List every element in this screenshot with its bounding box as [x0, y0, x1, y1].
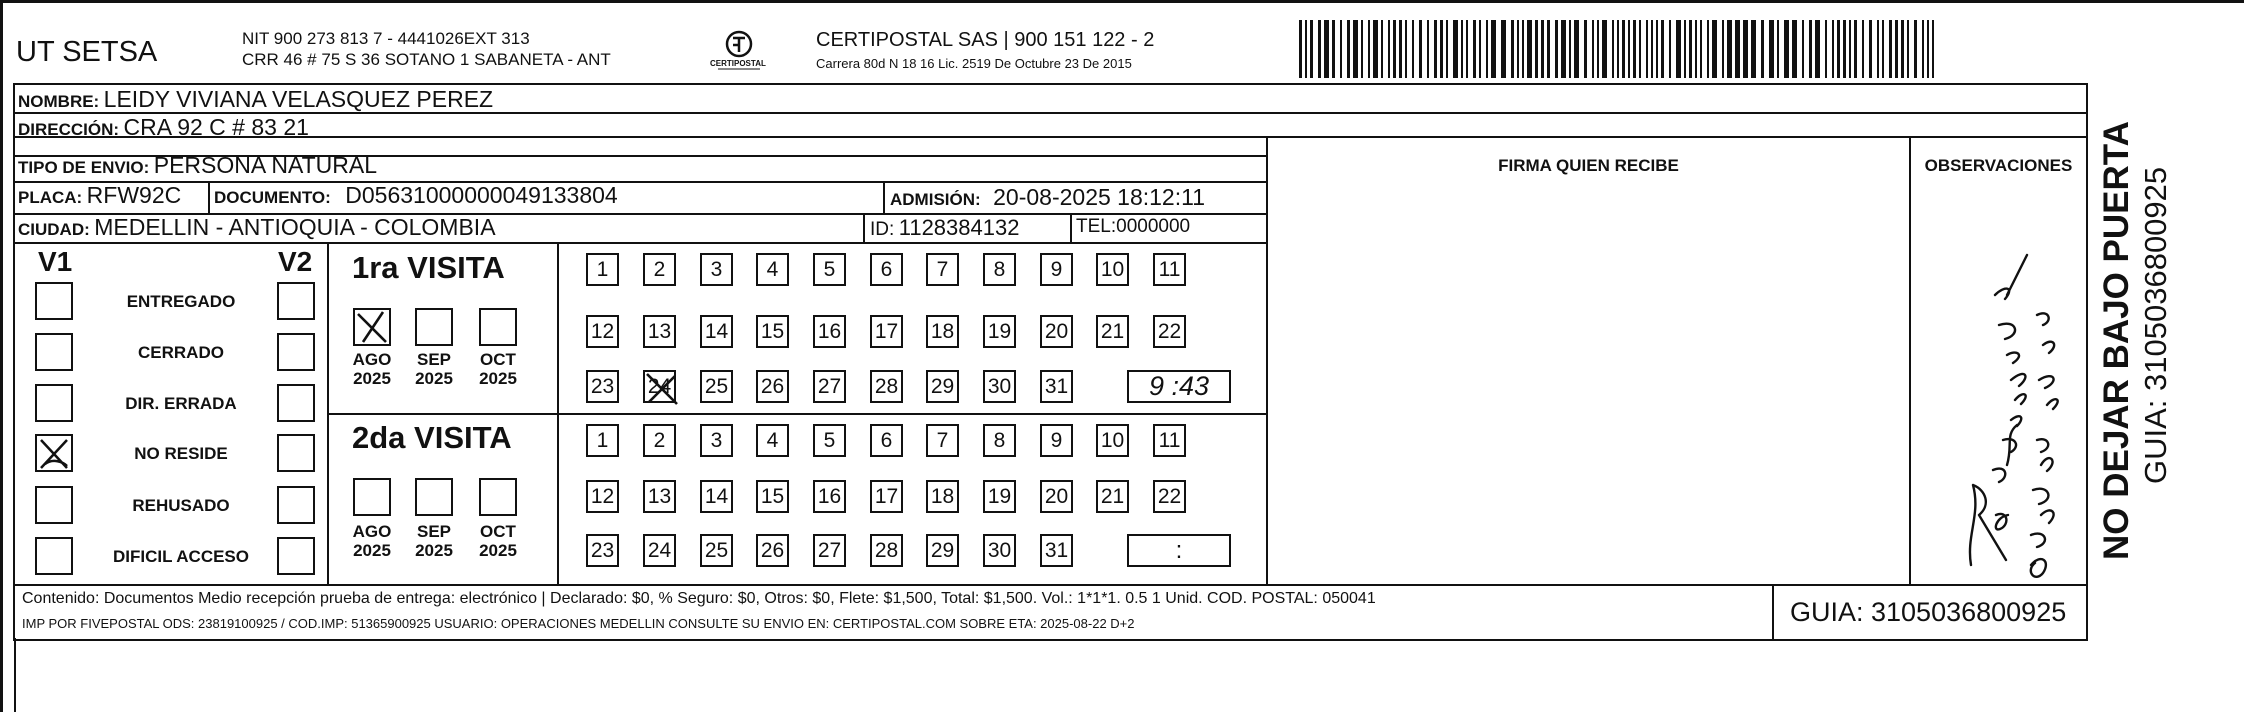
footer-content-line: Contenido: Documentos Medio recepción prueba de entrega: electrónico | Declarado: $0, % Seguro: $0, Otros: $0, Flete: $1,500, Total: $1,500. Vol.: 1*1*1. 0.5 1 Unid. COD. POSTAL: 050041 — [22, 590, 1376, 607]
day-number: 8 — [993, 428, 1006, 452]
v1-checkbox[interactable] — [35, 537, 73, 575]
day-box[interactable] — [1153, 253, 1186, 286]
day-number: 22 — [1157, 319, 1182, 343]
day-number: 26 — [760, 374, 785, 398]
documento-value: D05631000000049133804 — [345, 182, 618, 208]
day-number: 27 — [817, 538, 842, 562]
day-box[interactable] — [926, 253, 959, 286]
nit-line-1: NIT 900 273 813 7 - 4441026EXT 313 — [242, 29, 530, 48]
day-box[interactable] — [586, 370, 619, 403]
day-box[interactable] — [643, 534, 676, 567]
month-label: OCT 2025 — [479, 522, 517, 560]
ciudad-value: MEDELLIN - ANTIOQUIA - COLOMBIA — [94, 214, 496, 240]
tel-value: 0000000 — [1116, 216, 1191, 237]
admision-row — [890, 184, 1205, 211]
no-dejar-bajo-puerta: NO DEJAR BAJO PUERTA — [2097, 121, 2136, 560]
day-box[interactable] — [643, 480, 676, 513]
certipostal-line-2: Carrera 80d N 18 16 Lic. 2519 De Octubre 23 De 2015 — [816, 56, 1132, 71]
day-number: 21 — [1100, 484, 1125, 508]
day-number: 19 — [987, 319, 1012, 343]
day-number: 13 — [647, 484, 672, 508]
day-box[interactable] — [700, 315, 733, 348]
day-number: 29 — [930, 538, 955, 562]
day-box[interactable] — [983, 315, 1016, 348]
ciudad-row — [18, 214, 496, 241]
day-box[interactable] — [756, 370, 789, 403]
day-box[interactable] — [756, 424, 789, 457]
day-number: 2 — [653, 257, 666, 281]
day-box[interactable] — [643, 253, 676, 286]
day-number: 24 — [647, 538, 672, 562]
day-number: 18 — [930, 319, 955, 343]
day-box[interactable] — [870, 424, 903, 457]
day-number: 23 — [590, 538, 615, 562]
day-box[interactable] — [813, 424, 846, 457]
day-box[interactable] — [870, 480, 903, 513]
day-box[interactable] — [586, 315, 619, 348]
day-number: 17 — [874, 319, 899, 343]
day-number: 6 — [880, 257, 893, 281]
day-box[interactable] — [813, 480, 846, 513]
first-visit-time[interactable] — [1127, 370, 1231, 403]
day-number: 4 — [766, 257, 779, 281]
day-number: 1 — [596, 257, 609, 281]
month-checkbox-oct[interactable] — [479, 478, 517, 516]
day-box[interactable] — [813, 253, 846, 286]
day-box[interactable] — [700, 370, 733, 403]
day-number: 6 — [880, 428, 893, 452]
day-number: 12 — [590, 484, 615, 508]
day-box[interactable] — [1040, 315, 1073, 348]
day-number: 16 — [817, 484, 842, 508]
day-number: 27 — [817, 374, 842, 398]
certipostal-line-1: CERTIPOSTAL SAS | 900 151 122 - 2 — [816, 29, 1155, 51]
month-checkbox-oct[interactable] — [479, 308, 517, 346]
day-number: 11 — [1158, 257, 1181, 281]
id-label: ID: — [870, 219, 895, 240]
day-number: 9 — [1050, 257, 1063, 281]
day-number: 23 — [590, 374, 615, 398]
day-box[interactable] — [813, 315, 846, 348]
v2-checkbox[interactable] — [277, 486, 315, 524]
day-box[interactable] — [1153, 480, 1186, 513]
day-box[interactable] — [756, 253, 789, 286]
day-number: 31 — [1044, 374, 1069, 398]
tipo-label: TIPO DE ENVIO: — [18, 158, 150, 177]
day-box[interactable] — [926, 315, 959, 348]
day-box[interactable] — [586, 424, 619, 457]
day-box[interactable] — [926, 534, 959, 567]
day-number: 17 — [874, 484, 899, 508]
x-mark-icon — [35, 434, 73, 472]
time-value: : — [1175, 536, 1183, 564]
observaciones-handwriting — [1911, 215, 2086, 583]
month-label: SEP 2025 — [415, 350, 453, 388]
footer-guia: GUIA: 3105036800925 — [1790, 597, 2067, 627]
company-name: UT SETSA — [16, 36, 158, 68]
day-number: 16 — [817, 319, 842, 343]
x-mark-icon — [643, 370, 681, 408]
second-visit-time[interactable] — [1127, 534, 1231, 567]
firma-header: FIRMA QUIEN RECIBE — [1498, 156, 1679, 175]
day-number: 14 — [704, 484, 729, 508]
v1-checkbox[interactable] — [35, 384, 73, 422]
v1-checkbox[interactable] — [35, 282, 73, 320]
v2-checkbox[interactable] — [277, 434, 315, 472]
day-number: 2 — [653, 428, 666, 452]
day-box[interactable] — [926, 370, 959, 403]
status-label: REHUSADO — [132, 496, 230, 515]
day-box[interactable] — [926, 424, 959, 457]
tipo-value: PERSONA NATURAL — [153, 152, 377, 178]
day-number: 10 — [1100, 257, 1125, 281]
day-number: 4 — [766, 428, 779, 452]
day-number: 30 — [987, 374, 1012, 398]
day-box[interactable] — [756, 534, 789, 567]
day-box[interactable] — [1040, 480, 1073, 513]
day-number: 12 — [590, 319, 615, 343]
day-number: 19 — [987, 484, 1012, 508]
month-label: AGO 2025 — [352, 350, 392, 388]
admision-label: ADMISIÓN: — [890, 190, 981, 209]
v1-checkbox[interactable] — [35, 486, 73, 524]
side-guia: GUIA: 3105036800925 — [2138, 166, 2173, 484]
logo-text: CERTIPOSTAL — [710, 59, 766, 68]
day-box[interactable] — [1096, 253, 1129, 286]
nombre-value: LEIDY VIVIANA VELASQUEZ PEREZ — [103, 86, 494, 112]
day-box[interactable] — [1040, 424, 1073, 457]
left-edge-line — [0, 0, 3, 712]
time-value: 9 :43 — [1148, 371, 1210, 401]
day-box[interactable] — [1153, 315, 1186, 348]
day-box[interactable] — [1040, 370, 1073, 403]
day-box[interactable] — [983, 534, 1016, 567]
month-checkbox-ago[interactable] — [353, 308, 391, 346]
status-label: DIFICIL ACCESO — [112, 547, 249, 566]
placa-label: PLACA: — [18, 188, 83, 207]
direccion-row — [18, 114, 309, 141]
month-checkbox-sep[interactable] — [415, 478, 453, 516]
day-number: 25 — [704, 538, 729, 562]
top-edge-line — [0, 0, 2244, 3]
day-number: 13 — [647, 319, 672, 343]
v2-checkbox[interactable] — [277, 282, 315, 320]
day-box[interactable] — [586, 534, 619, 567]
documento-row — [214, 182, 618, 209]
day-number: 14 — [704, 319, 729, 343]
day-number: 28 — [874, 538, 899, 562]
placa-value: RFW92C — [86, 182, 182, 208]
v2-checkbox[interactable] — [277, 333, 315, 371]
day-number: 26 — [760, 538, 785, 562]
month-label: SEP 2025 — [415, 522, 453, 560]
day-box[interactable] — [813, 534, 846, 567]
day-number: 18 — [930, 484, 955, 508]
day-box[interactable] — [1040, 253, 1073, 286]
footer-print-line: IMP POR FIVEPOSTAL ODS: 23819100925 / COD.IMP: 51365900925 USUARIO: OPERACIONES MEDELLIN CONSULTE SU ENVIO EN: CERTIPOSTAL.COM SOBRE ETA: 2025-08-22 D+2 — [22, 616, 1135, 631]
day-box[interactable] — [983, 480, 1016, 513]
day-number: 11 — [1158, 428, 1181, 452]
month-checkbox-sep[interactable] — [415, 308, 453, 346]
day-box[interactable] — [870, 370, 903, 403]
nombre-label: NOMBRE: — [18, 92, 100, 111]
x-mark-icon — [353, 308, 391, 346]
day-number: 7 — [936, 257, 949, 281]
nit-line-2: CRR 46 # 75 S 36 SOTANO 1 SABANETA - ANT — [242, 50, 611, 69]
placa-row — [18, 182, 181, 209]
day-number: 1 — [596, 428, 609, 452]
day-number: 20 — [1044, 484, 1069, 508]
day-number: 8 — [993, 257, 1006, 281]
day-box[interactable] — [983, 370, 1016, 403]
day-box[interactable] — [643, 315, 676, 348]
v1-checkbox[interactable] — [35, 333, 73, 371]
day-number: 5 — [823, 257, 836, 281]
tel-row — [1076, 216, 1190, 238]
day-box[interactable] — [813, 370, 846, 403]
direccion-label: DIRECCIÓN: — [18, 120, 120, 139]
month-label: AGO 2025 — [352, 522, 392, 560]
id-row — [870, 215, 1019, 241]
day-number: 24 — [647, 374, 672, 398]
day-box[interactable] — [1096, 315, 1129, 348]
v1-checkbox[interactable] — [35, 434, 73, 472]
day-box[interactable] — [870, 253, 903, 286]
v2-header: V2 — [278, 246, 313, 277]
status-label: CERRADO — [138, 343, 224, 362]
day-box[interactable] — [870, 534, 903, 567]
certipostal-logo — [712, 28, 766, 74]
id-value: 1128384132 — [898, 215, 1020, 240]
observaciones-header: OBSERVACIONES — [1924, 156, 2073, 175]
day-number: 21 — [1100, 319, 1125, 343]
v2-checkbox[interactable] — [277, 384, 315, 422]
day-box[interactable] — [1153, 424, 1186, 457]
lower-left-line — [14, 638, 16, 712]
second-visit-title: 2da VISITA — [352, 420, 512, 455]
day-number: 30 — [987, 538, 1012, 562]
tel-label: TEL: — [1076, 216, 1117, 237]
status-label: DIR. ERRADA — [125, 394, 237, 413]
month-label: OCT 2025 — [479, 350, 517, 388]
day-box[interactable] — [586, 480, 619, 513]
day-number: 3 — [710, 428, 723, 452]
day-number: 15 — [760, 319, 785, 343]
day-number: 5 — [823, 428, 836, 452]
day-box[interactable] — [1096, 480, 1129, 513]
day-box[interactable] — [756, 315, 789, 348]
barcode — [1297, 20, 1937, 80]
day-number: 31 — [1044, 538, 1069, 562]
day-box[interactable] — [700, 534, 733, 567]
nombre-row — [18, 86, 493, 113]
day-box[interactable] — [700, 480, 733, 513]
day-number: 15 — [760, 484, 785, 508]
documento-label: DOCUMENTO: — [214, 188, 331, 207]
status-label: NO RESIDE — [134, 444, 228, 463]
day-box[interactable] — [983, 253, 1016, 286]
day-number: 29 — [930, 374, 955, 398]
day-box[interactable] — [700, 424, 733, 457]
day-box[interactable] — [983, 424, 1016, 457]
day-box[interactable] — [870, 315, 903, 348]
tipo-row — [18, 152, 377, 179]
day-number: 7 — [936, 428, 949, 452]
day-number: 22 — [1157, 484, 1182, 508]
day-number: 20 — [1044, 319, 1069, 343]
direccion-value: CRA 92 C # 83 21 — [123, 114, 309, 140]
day-number: 25 — [704, 374, 729, 398]
admision-value: 20-08-2025 18:12:11 — [993, 184, 1205, 210]
first-visit-title: 1ra VISITA — [352, 250, 505, 285]
day-box[interactable] — [643, 424, 676, 457]
day-box[interactable] — [1040, 534, 1073, 567]
day-box[interactable] — [643, 370, 676, 403]
status-label: ENTREGADO — [126, 292, 236, 311]
day-number: 10 — [1100, 428, 1125, 452]
day-box[interactable] — [926, 480, 959, 513]
day-box[interactable] — [1096, 424, 1129, 457]
day-number: 9 — [1050, 428, 1063, 452]
day-number: 28 — [874, 374, 899, 398]
day-box[interactable] — [756, 480, 789, 513]
v1-header: V1 — [38, 246, 73, 277]
ciudad-label: CIUDAD: — [18, 220, 90, 239]
month-checkbox-ago[interactable] — [353, 478, 391, 516]
v2-checkbox[interactable] — [277, 537, 315, 575]
day-number: 3 — [710, 257, 723, 281]
day-box[interactable] — [700, 253, 733, 286]
day-box[interactable] — [586, 253, 619, 286]
